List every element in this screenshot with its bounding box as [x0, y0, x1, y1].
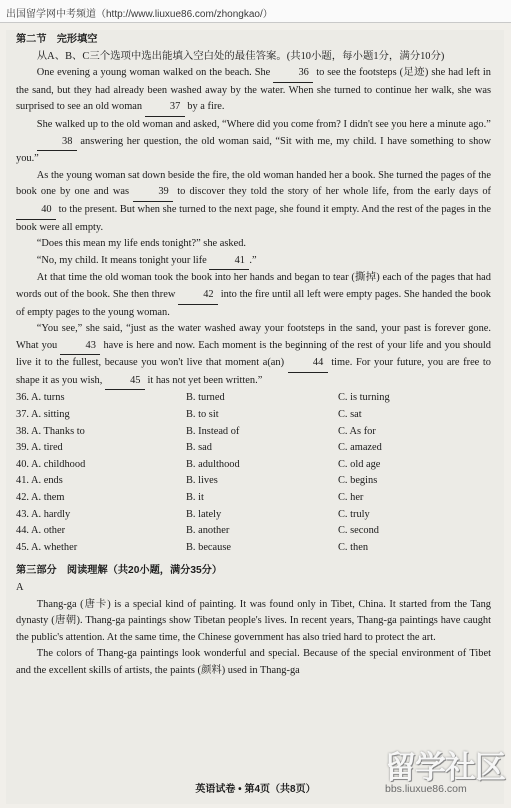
passage-paragraph-1: One evening a young woman walked on the beach. She 36 to see the footsteps (足迹) she had left in the sand, but they had already been washed away by the water. When she turned to continue her walk, she was surprised to see an old woman 37 by a fire.	[16, 65, 491, 117]
blank-39: 39	[133, 184, 173, 202]
option-36-c: C. is turning	[338, 392, 390, 404]
section2-title: 第二节 完形填空	[16, 34, 98, 45]
option-43-b: B. lately	[186, 508, 222, 520]
option-40-c: C. old age	[338, 458, 381, 470]
blank-37: 37	[145, 99, 185, 117]
option-45-b: B. because	[186, 541, 232, 553]
option-45-a: 45. A. whether	[16, 541, 78, 553]
option-44-b: B. another	[186, 525, 230, 537]
option-43-a: 43. A. hardly	[16, 508, 71, 520]
passage-paragraph-3: 38 answering her question, the old woman said, “Sit with me, my child. I have something to show you.”	[16, 135, 491, 165]
option-40-a: 40. A. childhood	[16, 458, 86, 470]
url-header	[0, 0, 511, 23]
option-45-c: C. then	[338, 541, 369, 553]
option-38-a: 38. A. Thanks to	[16, 425, 85, 437]
option-41-a: 41. A. ends	[16, 475, 63, 487]
option-41-b: B. lives	[186, 475, 218, 487]
option-37-b: B. to sit	[186, 409, 219, 421]
passage-paragraph-4: As the young woman sat down beside the fire, the old woman handed her a book. She turned the pages of the book one by one and was 39 to discover they told the story of her whole life, from the early days of 40 to the present. But when she turned to the next page, she found it empty. And the rest of the pages in the book were all empty.	[16, 169, 491, 233]
watermark-logo-text: 留学社区	[385, 750, 505, 785]
page-footer: 英语试卷 • 第4页（共8页）	[195, 784, 316, 795]
reading-paragraph-2: The colors of Thang-ga paintings look wonderful and special. Because of the special environment of Tibet and the excellent skills of artists, the paints (颜料) used in Thang-ga	[16, 648, 491, 676]
section3-subheading: A	[16, 582, 24, 593]
blank-43: 43	[60, 338, 100, 356]
url-header-text: 出国留学网中考频道（http://www.liuxue86.com/zhongkao/）	[6, 9, 273, 20]
option-36-a: 36. A. turns	[16, 392, 65, 404]
option-38-c: C. As for	[338, 425, 376, 437]
option-41-c: C. begins	[338, 475, 378, 487]
blank-36: 36	[273, 65, 313, 83]
option-42-b: B. it	[186, 492, 204, 504]
option-40-b: B. adulthood	[186, 458, 240, 470]
watermark-logo	[385, 742, 509, 804]
option-37-c: C. sat	[338, 409, 362, 421]
passage-paragraph-6: “No, my child. It means tonight your life 41 .”	[16, 253, 491, 271]
passage-paragraph-5: “Does this mean my life ends tonight?” she asked.	[36, 238, 246, 250]
blank-38: 38	[37, 134, 77, 152]
reading-paragraph-1: Thang-ga (唐卡) is a special kind of painting. It was found only in Tibet, China. It started from the Tang dynasty (唐朝). Thang-ga paintings show Tibetan people's lives. In recent years, Thang-ga paintings have caught the public's attention. At the same time, the Chinese government has also tried hard to protect the art.	[16, 598, 491, 643]
option-39-c: C. amazed	[338, 442, 382, 454]
option-37-a: 37. A. sitting	[16, 409, 70, 421]
option-39-b: B. sad	[186, 442, 212, 454]
passage-paragraph-2: She walked up to the old woman and asked, “Where did you come from? I didn't see you here a minute ago.”	[36, 118, 491, 130]
blank-42: 42	[178, 287, 218, 305]
passage-paragraph-7: At that time the old woman took the book into her hands and began to tear (撕掉) each of the pages that had words out of the book. She then threw 42 into the fire until all left were empty pages. She handed the book of empty pages to the young woman.	[16, 272, 491, 318]
option-38-b: B. Instead of	[186, 425, 240, 437]
section2-instruction: 从A、B、C三个选项中选出能填入空白处的最佳答案。(共10小题，每小题1分，满分10分)	[36, 50, 445, 62]
exam-content	[16, 32, 491, 680]
option-42-a: 42. A. them	[16, 492, 65, 504]
option-44-a: 44. A. other	[16, 525, 66, 537]
option-39-a: 39. A. tired	[16, 442, 63, 454]
passage-paragraph-8: “You see,” she said, “just as the water washed away your footsteps in the sand, your past is forever gone. What you 43 have is here and now. Each moment is the beginning of the rest of your life and you should live it to the fullest, because you won't live that moment a(an) 44 time. For your future, you are free to shape it as you wish, 45 it has not yet been written.”	[16, 321, 491, 390]
watermark-url: bbs.liuxue86.com	[385, 783, 467, 795]
blank-45: 45	[105, 373, 145, 391]
options-grid	[16, 390, 491, 556]
option-43-c: C. truly	[338, 508, 370, 520]
blank-41: 41	[209, 253, 249, 271]
option-42-c: C. her	[338, 492, 364, 504]
blank-44: 44	[288, 355, 328, 373]
option-44-c: C. second	[338, 525, 379, 537]
option-36-b: B. turned	[186, 392, 225, 404]
blank-40: 40	[16, 202, 56, 220]
section3-title: 第三部分 阅读理解（共20小题，满分35分）	[16, 565, 223, 577]
